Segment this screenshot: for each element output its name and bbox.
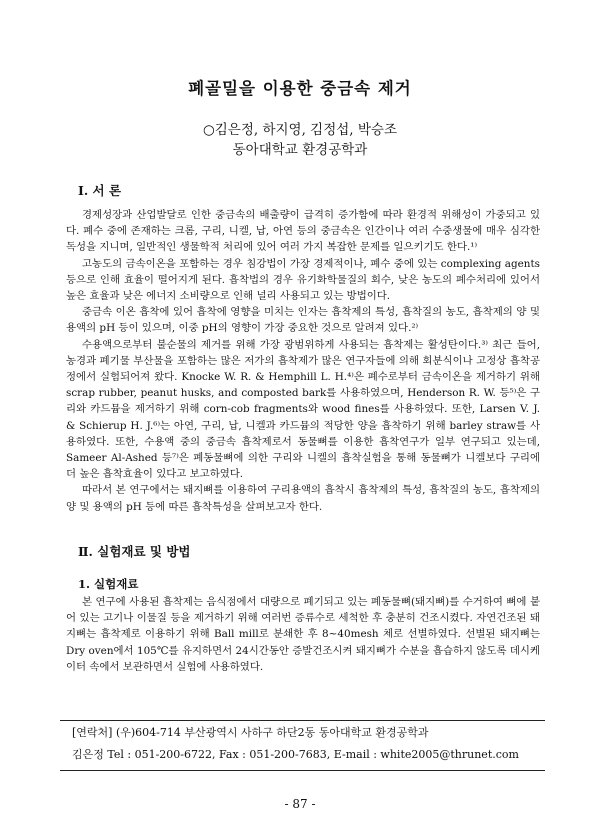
- subsection-heading-materials: 1. 실험재료: [78, 577, 139, 591]
- paper-title: 폐골밀을 이용한 중금속 제거: [188, 79, 412, 98]
- intro-paragraph: 고농도의 금속이온을 포함하는 경우 침강법이 가장 경제적이나, 폐수 중에 있는 complexing agents 등으로 인해 효율이 떨어지게 된다. 흡착법의 경우 유기화학물질의 회수, 낮은 농도의 폐수처리에 있어서 높은 효율과 낮은 에너지 소비량으로 인해 널리 사용되고 있는 방법이다.: [66, 257, 540, 303]
- contact-info: [72, 722, 542, 766]
- intro-paragraph: 수용액으로부터 불순물의 제거를 위해 가장 광범위하게 사용되는 흡착제는 활성탄이다.³⁾ 최근 들어, 농경과 폐기물 부산물을 포함하는 많은 저가의 흡착제가 많은 연구자들에 의해 회분식이나 고정상 흡착공정에서 실험되어져 왔다. Knocke W. R. & Hemphill L. H.⁴⁾은 폐수로부터 금속이온을 제거하기 위해 scrap rubber, peanut husks, and composted bark를 사용하였으며, Henderson R. W. 등⁵⁾은 구리와 카드뮴을 제거하기 위해 corn-cob fragments와 wood fines를 사용하였다. 또한, Larsen V. J. & Schierup H. J.⁶⁾는 아연, 구리, 납, 니켈과 카드뮴의 적당한 양을 흡착하기 위해 barley straw를 사용하였다. 또한, 수용액 중의 중금속 흡착제로서 동물뼈를 이용한 흡착연구가 일부 연구되고 있는데, Sameer Al-Ashed 등⁷⁾은 폐동물뼈에 의한 구리와 니켈의 흡착실험을 통해 동물뼈가 니켈보다 구리에 더 높은 흡착효율이 있다고 보고하였다.: [66, 338, 540, 481]
- section-heading-introduction: Ⅰ. 서 론: [78, 183, 122, 198]
- contact-phone-email: 김은정 Tel : 051-200-6722, Fax : 051-200-7683, E-mail : white2005@thrunet.com: [72, 748, 519, 761]
- author-list: ○김은정, 하지영, 김정섭, 박승조: [202, 122, 398, 138]
- intro-paragraph: 경제성장과 산업발달로 인한 중금속의 배출량이 급격히 증가함에 따라 환경적 위해성이 가중되고 있다. 폐수 중에 존재하는 크롬, 구리, 니켈, 납, 아연 등의 중금속은 인간이나 여러 수중생물에 매우 심각한 독성을 지니며, 일반적인 생물학적 처리에 있어 여러 가지 복잡한 문제를 일으키기도 한다.¹⁾: [66, 209, 540, 254]
- page-number: - 87 -: [284, 797, 316, 811]
- section-heading-methods: Ⅱ. 실험재료 및 방법: [78, 544, 191, 559]
- materials-paragraph: 본 연구에 사용된 흡착제는 음식점에서 대량으로 폐기되고 있는 폐동물뼈(돼지뼈)를 수거하여 뼈에 붙어 있는 고기나 이물질 등을 제거하기 위해 여러번 증류수로 세척한 후 충분히 건조시켰다. 자연건조된 돼지뼈는 흡착제로 이용하기 위해 Ball mill로 분쇄한 후 8~40mesh 체로 선별하였다. 선별된 돼지뼈는 Dry oven에서 105℃를 유지하면서 24시간동안 증발건조시켜 돼지뼈가 수분을 흡습하지 않도록 데시케이터 속에서 보관하면서 실험에 사용하였다.: [66, 596, 540, 673]
- intro-paragraph: 중금속 이온 흡착에 있어 흡착에 영향을 미치는 인자는 흡착제의 특성, 흡착질의 농도, 흡착제의 양 및 용액의 pH 등이 있으며, 이중 pH의 영향이 가장 중요한 것으로 알려져 있다.²⁾: [66, 306, 540, 335]
- materials-body: [66, 594, 540, 675]
- footnote-rule-bottom: [60, 770, 545, 771]
- contact-address: [연락처] (우)604-714 부산광역시 사하구 하단2동 동아대학교 환경공학과: [72, 726, 429, 739]
- intro-paragraph: 따라서 본 연구에서는 돼지뼈를 이용하여 구리용액의 흡착시 흡착제의 특성, 흡착질의 농도, 흡착제의 양 및 용액의 pH 등에 따른 흡착특성을 살펴보고자 한다.: [66, 484, 540, 513]
- introduction-body: [66, 207, 540, 515]
- affiliation: 동아대학교 환경공학과: [232, 142, 368, 158]
- footnote-rule: [60, 720, 545, 721]
